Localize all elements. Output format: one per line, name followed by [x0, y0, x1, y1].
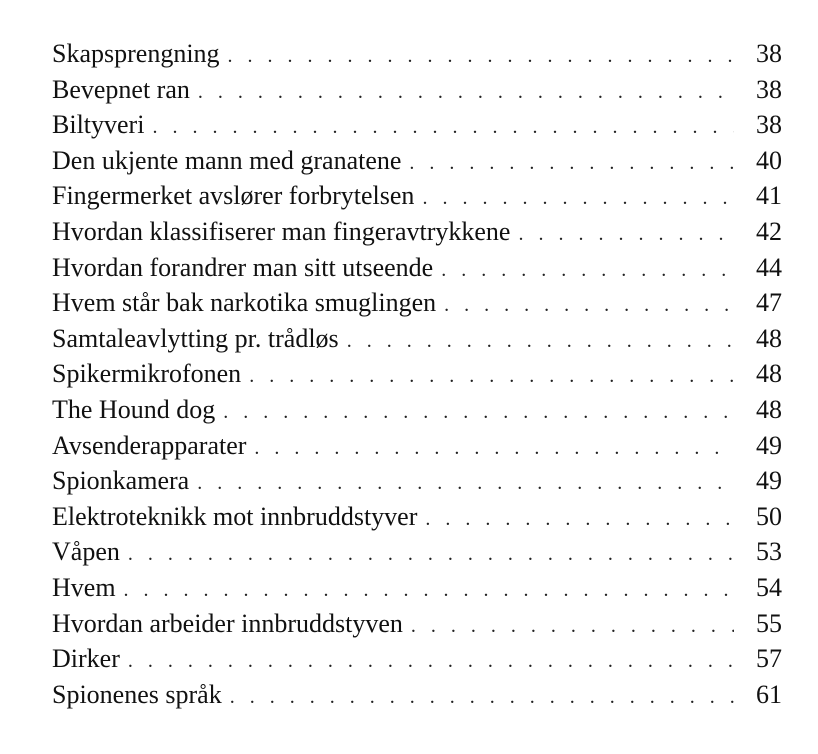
dot-leader — [254, 431, 734, 467]
dot-leader — [230, 680, 734, 716]
dot-leader — [197, 466, 734, 502]
toc-entry — [52, 499, 782, 535]
dot-leader — [223, 395, 734, 431]
toc-entry — [52, 285, 782, 321]
toc-entry-page: 54 — [756, 572, 782, 602]
toc-entry-page: 38 — [756, 74, 782, 104]
toc-entry-title: Biltyveri — [52, 110, 145, 140]
toc-entry — [52, 677, 782, 713]
dot-leader — [444, 288, 734, 324]
dot-leader — [411, 609, 734, 645]
toc-entry-title: Hvordan arbeider innbruddstyven — [52, 608, 403, 638]
toc-entry — [52, 356, 782, 392]
dot-leader — [128, 644, 734, 680]
toc-entry-page: 50 — [756, 501, 782, 531]
toc-entry-title: Spikermikrofonen — [52, 359, 242, 389]
toc-entry-title: Samtaleavlytting pr. trådløs — [52, 323, 339, 353]
toc-entry-title: Dirker — [52, 644, 120, 674]
toc-entry-title: Hvordan klassifiserer man fingeravtrykkene — [52, 216, 511, 246]
toc-entry-page: 40 — [756, 145, 782, 175]
toc-entry-title: Våpen — [52, 537, 120, 567]
dot-leader — [518, 217, 734, 253]
dot-leader — [409, 146, 734, 182]
toc-entry — [52, 107, 782, 143]
toc-entry-title: Bevepnet ran — [52, 74, 190, 104]
toc-entry-page: 42 — [756, 216, 782, 246]
toc-entry-page: 48 — [756, 359, 782, 389]
toc-entry — [52, 36, 782, 72]
toc-entry — [52, 321, 782, 357]
dot-leader — [441, 253, 734, 289]
dot-leader — [198, 75, 734, 111]
toc-entry-title: Avsenderapparater — [52, 430, 247, 460]
toc-entry-title: Hvordan forandrer man sitt utseende — [52, 252, 434, 282]
toc-entry-page: 44 — [756, 252, 782, 282]
dot-leader — [249, 359, 734, 395]
toc-entry-page: 55 — [756, 608, 782, 638]
toc-entry-page: 61 — [756, 679, 782, 709]
toc-entry — [52, 463, 782, 499]
toc-entry-page: 48 — [756, 394, 782, 424]
dot-leader — [152, 110, 734, 146]
toc-entry — [52, 72, 782, 108]
toc-entry-title: Skapsprengning — [52, 39, 220, 68]
dot-leader — [422, 181, 734, 217]
toc-entry-page: 49 — [756, 466, 782, 496]
toc-entry-page: 38 — [756, 110, 782, 140]
toc-entry-title: Hvem står bak narkotika smuglingen — [52, 288, 437, 318]
dot-leader — [425, 502, 734, 538]
toc-entry-title: Hvem — [52, 572, 116, 602]
toc-entry-title: Fingermerket avslører forbrytelsen — [52, 181, 415, 211]
toc-entry-title: Spionenes språk — [52, 679, 222, 709]
toc-entry-page: 47 — [756, 288, 782, 318]
toc-entry-page: 41 — [756, 181, 782, 211]
dot-leader — [347, 324, 734, 360]
toc-entry — [52, 392, 782, 428]
toc-entry-page: 38 — [756, 39, 782, 68]
toc-entry-page: 53 — [756, 537, 782, 567]
toc-entry — [52, 606, 782, 642]
toc-entry-title: Elektroteknikk mot innbruddstyver — [52, 501, 418, 531]
dot-leader — [228, 39, 734, 75]
toc-entry — [52, 214, 782, 250]
toc-entry — [52, 641, 782, 677]
toc-entry — [52, 143, 782, 179]
toc-entry — [52, 534, 782, 570]
toc-entry — [52, 250, 782, 286]
toc-entry-title: The Hound dog — [52, 394, 216, 424]
toc-entry — [52, 178, 782, 214]
toc-entry — [52, 428, 782, 464]
table-of-contents — [52, 36, 782, 712]
dot-leader — [124, 573, 734, 609]
dot-leader — [128, 537, 734, 573]
toc-entry-page: 49 — [756, 430, 782, 460]
toc-entry — [52, 570, 782, 606]
toc-entry-title: Spionkamera — [52, 466, 190, 496]
toc-entry-page: 48 — [756, 323, 782, 353]
toc-entry-title: Den ukjente mann med granatene — [52, 145, 402, 175]
toc-entry-page: 57 — [756, 644, 782, 674]
